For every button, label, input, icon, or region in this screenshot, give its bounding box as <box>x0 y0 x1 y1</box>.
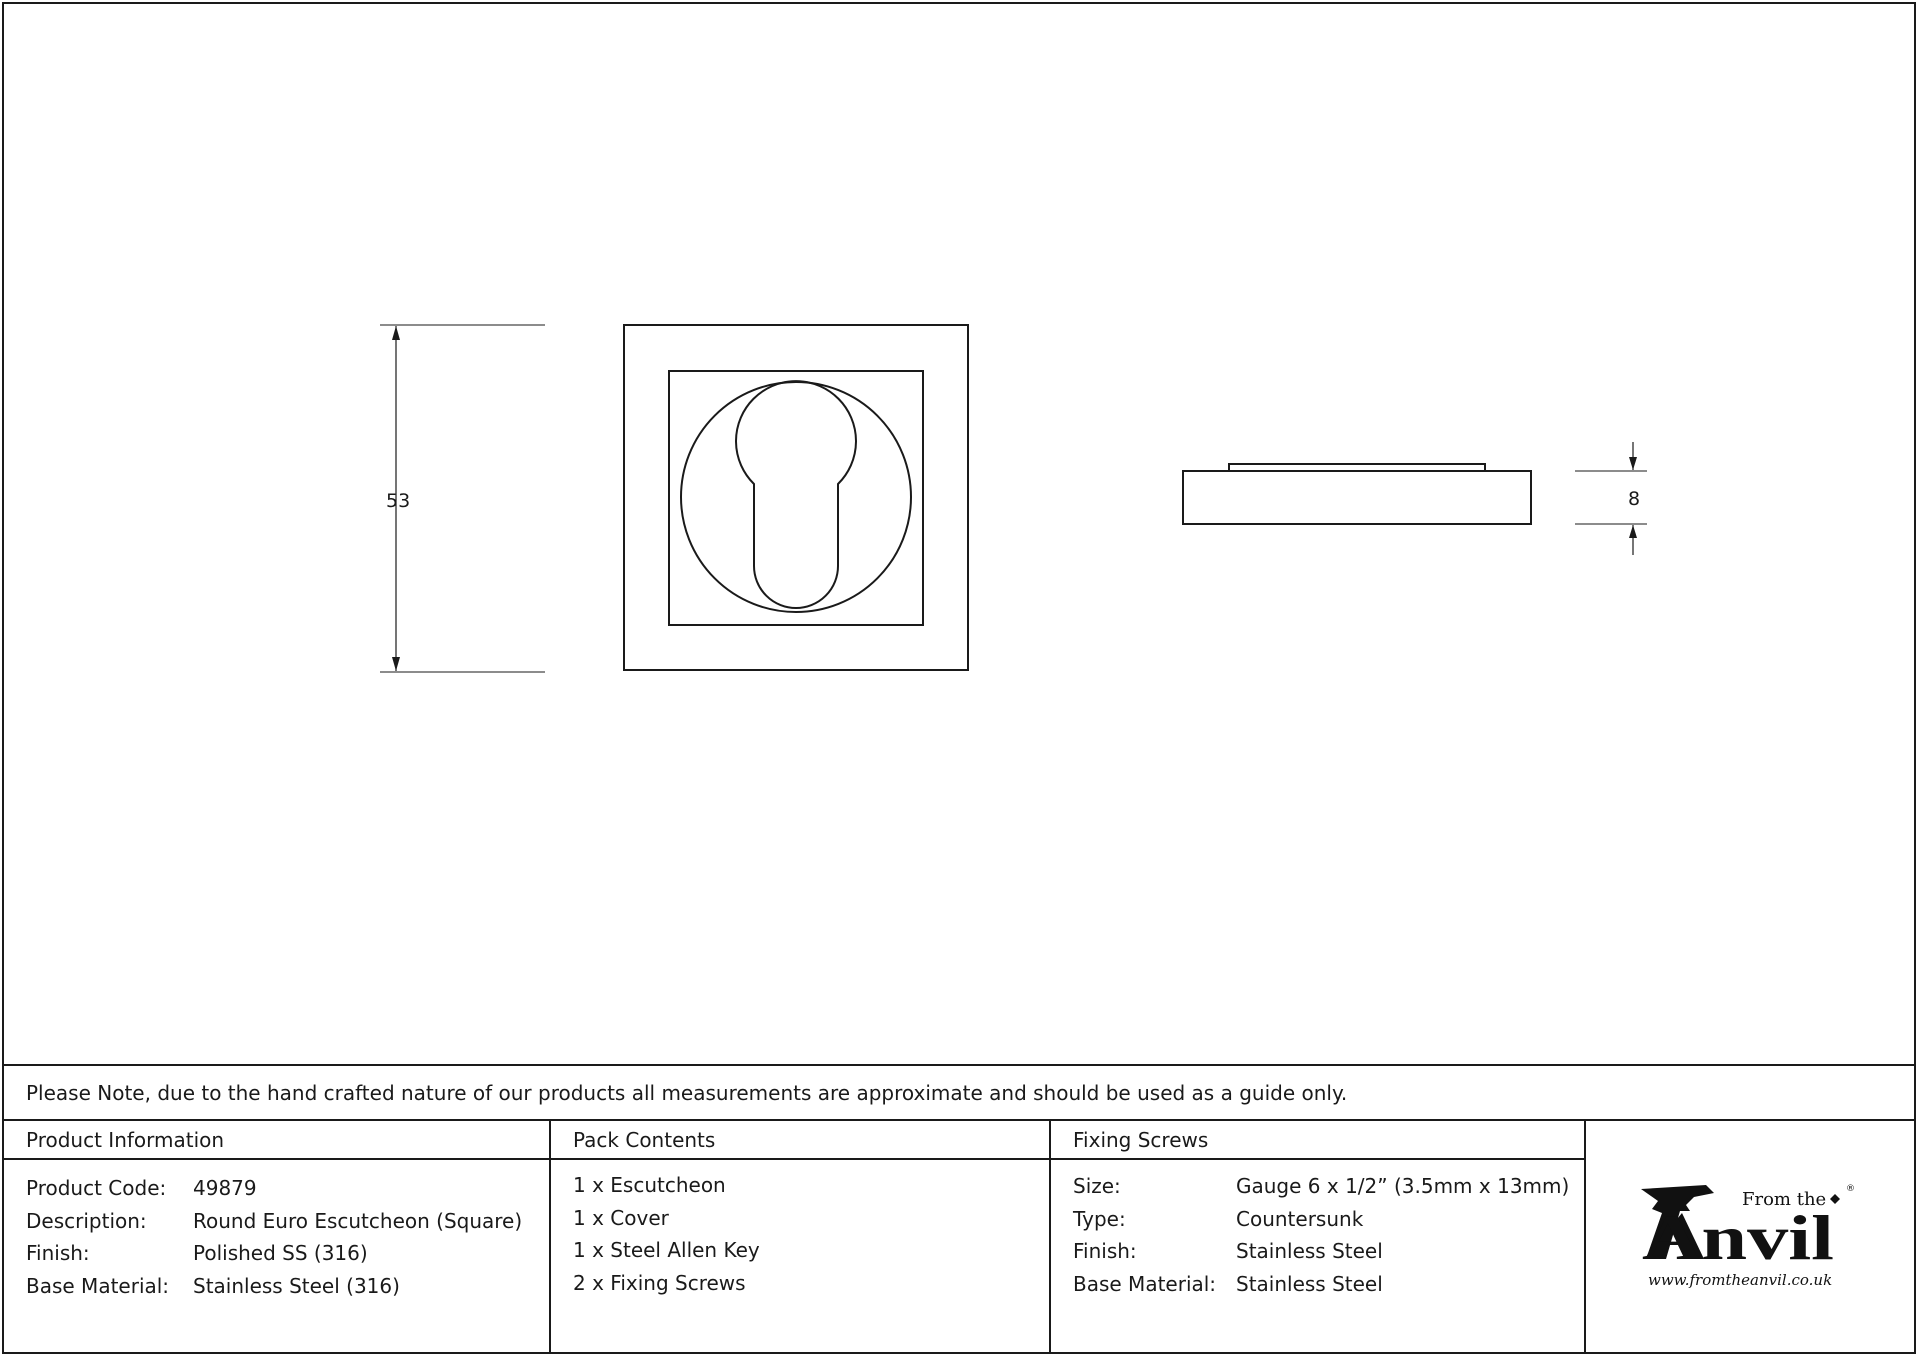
product-info-header: Product Information <box>4 1121 549 1160</box>
dim-arrow-depth-bottom <box>1629 525 1637 538</box>
screw-row: Size: Gauge 6 x 1/2” (3.5mm x 13mm) <box>1073 1174 1570 1198</box>
disclaimer-text: Please Note, due to the hand crafted nature of our products all measurements are approximate and should be used as a guide only. <box>26 1081 1348 1105</box>
euro-keyhole <box>736 381 856 608</box>
logo-small-text: From the <box>1742 1189 1827 1210</box>
escutcheon-rose <box>681 382 911 612</box>
product-info-panel <box>4 1121 551 1354</box>
logo-url: www.fromtheanvil.co.uk <box>1648 1271 1833 1289</box>
pack-item: 1 x Escutcheon <box>573 1173 726 1197</box>
technical-drawing <box>4 4 1914 1064</box>
escutcheon-outer-plate <box>624 325 968 670</box>
dim-label-depth: 8 <box>1628 488 1641 510</box>
side-view-base <box>1183 471 1531 524</box>
info-row: Description: Round Euro Escutcheon (Square) <box>26 1208 523 1233</box>
anvil-logo-mark <box>1586 1121 1914 1354</box>
pack-item: 1 x Cover <box>573 1205 669 1230</box>
screw-row: Base Material: Stainless Steel <box>1073 1271 1383 1296</box>
info-row: Base Material: Stainless Steel (316) <box>26 1273 400 1298</box>
from-the-anvil-logo <box>1586 1121 1914 1354</box>
pack-item: 2 x Fixing Screws <box>573 1270 746 1295</box>
logo-big-text: Anvil <box>1642 1202 1834 1273</box>
info-row: Product Code: 49879 <box>26 1176 257 1200</box>
dim-label-height: 53 <box>386 490 411 512</box>
dim-arrow-top <box>392 326 400 340</box>
dim-arrow-bottom <box>392 657 400 671</box>
drawing-sheet <box>2 2 1916 1354</box>
dim-arrow-depth-top <box>1629 457 1637 470</box>
escutcheon-inner-plate <box>669 371 923 625</box>
pack-contents-header: Pack Contents <box>551 1121 1049 1160</box>
disclaimer-bar <box>4 1064 1914 1121</box>
logo-registered-mark: ® <box>1846 1184 1855 1194</box>
pack-contents-panel <box>551 1121 1051 1354</box>
pack-item: 1 x Steel Allen Key <box>573 1238 760 1262</box>
info-row: Finish: Polished SS (316) <box>26 1241 368 1265</box>
fixing-screws-header: Fixing Screws <box>1051 1121 1584 1160</box>
screw-row: Type: Countersunk <box>1073 1206 1364 1231</box>
screw-row: Finish: Stainless Steel <box>1073 1239 1383 1263</box>
fixing-screws-panel <box>1051 1121 1586 1354</box>
side-view-cover <box>1229 464 1485 471</box>
